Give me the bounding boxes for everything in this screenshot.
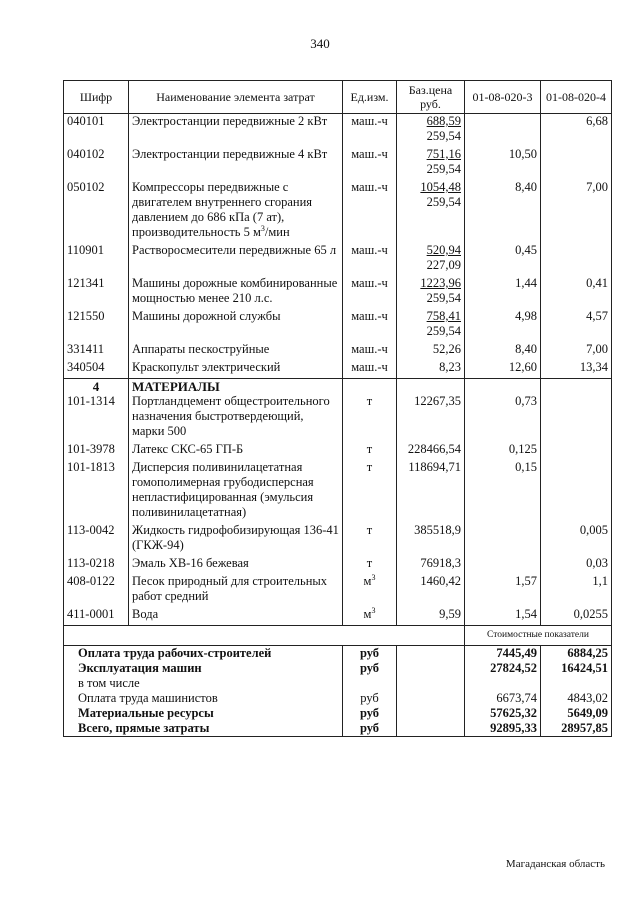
summary-value-1: 6673,74 — [465, 691, 541, 706]
summary-label: Оплата труда машинистов — [64, 691, 343, 706]
row-name: Электростанции передвижные 2 кВт — [129, 114, 343, 148]
summary-row — [64, 646, 612, 662]
material-price: 9,59 — [397, 607, 465, 626]
material-row — [64, 607, 612, 626]
row-value-1 — [465, 114, 541, 148]
material-value-2: 0,005 — [541, 523, 612, 556]
table-row — [64, 309, 612, 342]
section-name: МАТЕРИАЛЫ — [129, 379, 343, 395]
material-value-2 — [541, 460, 612, 523]
material-unit: т — [343, 460, 397, 523]
row-unit: маш.-ч — [343, 342, 397, 360]
summary-row — [64, 691, 612, 706]
row-value-1: 12,60 — [465, 360, 541, 379]
row-unit: маш.-ч — [343, 360, 397, 379]
material-name: Портландцемент общестроительного назначения быстротвердеющий, марки 500 — [129, 394, 343, 442]
row-unit: маш.-ч — [343, 243, 397, 276]
row-price-current: 1223,96 — [420, 276, 461, 290]
summary-empty — [397, 661, 465, 676]
row-price — [397, 276, 465, 309]
material-value-2 — [541, 442, 612, 460]
summary-row — [64, 706, 612, 721]
row-unit: маш.-ч — [343, 114, 397, 148]
summary-unit: руб — [343, 691, 397, 706]
header-price: Баз.цена руб. — [397, 81, 465, 114]
summary-value-2: 28957,85 — [541, 721, 612, 737]
header-code: Шифр — [64, 81, 129, 114]
row-unit: маш.-ч — [343, 147, 397, 180]
table-row — [64, 147, 612, 180]
header-col2: 01-08-020-4 — [541, 81, 612, 114]
row-price-base: 259,54 — [426, 291, 461, 305]
table-body — [64, 114, 612, 737]
summary-label: Материальные ресурсы — [64, 706, 343, 721]
header-name: Наименование элемента затрат — [129, 81, 343, 114]
material-name: Вода — [129, 607, 343, 626]
table-row — [64, 276, 612, 309]
row-price: 52,26 — [397, 342, 465, 360]
material-code: 113-0218 — [64, 556, 129, 574]
material-row — [64, 574, 612, 607]
cost-caption: Стоимостные показатели — [465, 626, 612, 646]
row-code: 040102 — [64, 147, 129, 180]
row-name: Компрессоры передвижные с двигателем внутреннего сгорания давлением до 686 кПа (7 ат), производительность 5 $м^3$/мин — [129, 180, 343, 243]
material-code: 408-0122 — [64, 574, 129, 607]
row-name: Краскопульт электрический — [129, 360, 343, 379]
row-value-2: 13,34 — [541, 360, 612, 379]
row-value-2: 7,00 — [541, 180, 612, 243]
summary-label: Эксплуатация машин — [64, 661, 343, 676]
summary-value-1: 92895,33 — [465, 721, 541, 737]
material-value-1: 0,73 — [465, 394, 541, 442]
summary-row — [64, 721, 612, 737]
summary-value-2: 6884,25 — [541, 646, 612, 662]
row-unit: маш.-ч — [343, 309, 397, 342]
material-row — [64, 442, 612, 460]
material-value-1 — [465, 556, 541, 574]
summary-row — [64, 661, 612, 676]
row-price — [397, 180, 465, 243]
summary-value-2: 4843,02 — [541, 691, 612, 706]
material-price: 228466,54 — [397, 442, 465, 460]
row-name: Растворосмесители передвижные 65 л — [129, 243, 343, 276]
material-row — [64, 556, 612, 574]
material-price: 118694,71 — [397, 460, 465, 523]
header-col1: 01-08-020-3 — [465, 81, 541, 114]
material-value-1 — [465, 523, 541, 556]
material-name: Латекс СКС-65 ГП-Б — [129, 442, 343, 460]
row-price-base: 259,54 — [426, 324, 461, 338]
material-value-1: 0,15 — [465, 460, 541, 523]
row-value-1: 8,40 — [465, 342, 541, 360]
summary-empty — [397, 676, 465, 691]
table-row — [64, 243, 612, 276]
row-price-base: 259,54 — [426, 195, 461, 209]
section-row — [64, 379, 612, 395]
row-name: Электростанции передвижные 4 кВт — [129, 147, 343, 180]
table-row — [64, 114, 612, 148]
section-empty-cell — [541, 379, 612, 395]
material-value-2: 0,0255 — [541, 607, 612, 626]
row-price-base: 259,54 — [426, 162, 461, 176]
row-code: 110901 — [64, 243, 129, 276]
material-unit: т — [343, 523, 397, 556]
row-value-1: 1,44 — [465, 276, 541, 309]
row-code: 331411 — [64, 342, 129, 360]
summary-value-1: 7445,49 — [465, 646, 541, 662]
row-price — [397, 309, 465, 342]
material-unit: т — [343, 556, 397, 574]
summary-unit: руб — [343, 721, 397, 737]
row-value-2: 6,68 — [541, 114, 612, 148]
material-unit: $м^3$ — [343, 574, 397, 607]
row-unit: маш.-ч — [343, 276, 397, 309]
row-code: 121341 — [64, 276, 129, 309]
row-price-current: 758,41 — [426, 309, 461, 323]
material-value-2: 0,03 — [541, 556, 612, 574]
material-price: 1460,42 — [397, 574, 465, 607]
summary-unit: руб — [343, 661, 397, 676]
header-unit: Ед.изм. — [343, 81, 397, 114]
summary-unit: руб — [343, 706, 397, 721]
cost-table — [63, 80, 612, 737]
material-code: 411-0001 — [64, 607, 129, 626]
row-value-1: 10,50 — [465, 147, 541, 180]
material-name: Жидкость гидрофобизирующая 136-41 (ГКЖ-94) — [129, 523, 343, 556]
row-price-current: 520,94 — [426, 243, 461, 257]
material-price: 76918,3 — [397, 556, 465, 574]
summary-value-1 — [465, 676, 541, 691]
row-price — [397, 147, 465, 180]
material-row — [64, 394, 612, 442]
summary-empty — [397, 721, 465, 737]
row-price — [397, 114, 465, 148]
section-empty-cell — [465, 379, 541, 395]
material-unit: т — [343, 442, 397, 460]
row-value-2 — [541, 147, 612, 180]
material-name: Дисперсия поливинилацетатная гомополимерная грубодисперсная непластифицированная (эмульсия поливинилацетатная) — [129, 460, 343, 523]
summary-empty — [397, 706, 465, 721]
caption-spacer — [64, 626, 465, 646]
material-name: Песок природный для строительных работ средний — [129, 574, 343, 607]
row-value-1: 0,45 — [465, 243, 541, 276]
row-code: 050102 — [64, 180, 129, 243]
material-value-1: 1,54 — [465, 607, 541, 626]
summary-label: Оплата труда рабочих-строителей — [64, 646, 343, 662]
region-footer: Магаданская область — [505, 858, 605, 870]
material-price: 12267,35 — [397, 394, 465, 442]
row-value-2: 7,00 — [541, 342, 612, 360]
summary-row — [64, 676, 612, 691]
table-header-row — [64, 81, 612, 114]
row-price-base: 227,09 — [426, 258, 461, 272]
summary-value-1: 27824,52 — [465, 661, 541, 676]
summary-empty — [397, 646, 465, 662]
material-unit: $м^3$ — [343, 607, 397, 626]
summary-label: в том числе — [64, 676, 343, 691]
row-name: Машины дорожные комбинированные мощностью менее 210 л.с. — [129, 276, 343, 309]
row-price-current: 751,16 — [426, 147, 461, 161]
summary-unit: руб — [343, 646, 397, 662]
material-code: 101-3978 — [64, 442, 129, 460]
summary-empty — [397, 691, 465, 706]
row-name: Аппараты пескоструйные — [129, 342, 343, 360]
section-code: 4 — [64, 379, 129, 395]
row-value-2: 4,57 — [541, 309, 612, 342]
material-value-2 — [541, 394, 612, 442]
material-code: 101-1314 — [64, 394, 129, 442]
table-row — [64, 360, 612, 379]
summary-value-2: 16424,51 — [541, 661, 612, 676]
material-value-2: 1,1 — [541, 574, 612, 607]
row-price-base: 259,54 — [426, 129, 461, 143]
summary-label: Всего, прямые затраты — [64, 721, 343, 737]
material-value-1: 1,57 — [465, 574, 541, 607]
row-code: 340504 — [64, 360, 129, 379]
table-row — [64, 180, 612, 243]
row-name: Машины дорожной службы — [129, 309, 343, 342]
section-empty-cell — [397, 379, 465, 395]
material-unit: т — [343, 394, 397, 442]
row-price-current: 1054,48 — [420, 180, 461, 194]
row-price: 8,23 — [397, 360, 465, 379]
row-price-current: 688,59 — [426, 114, 461, 128]
summary-value-1: 57625,32 — [465, 706, 541, 721]
row-price — [397, 243, 465, 276]
material-row — [64, 460, 612, 523]
material-code: 101-1813 — [64, 460, 129, 523]
row-value-1: 4,98 — [465, 309, 541, 342]
page-number: 340 — [310, 36, 330, 51]
row-code: 121550 — [64, 309, 129, 342]
material-code: 113-0042 — [64, 523, 129, 556]
row-value-1: 8,40 — [465, 180, 541, 243]
material-name: Эмаль ХВ-16 бежевая — [129, 556, 343, 574]
material-row — [64, 523, 612, 556]
material-price: 385518,9 — [397, 523, 465, 556]
material-value-1: 0,125 — [465, 442, 541, 460]
row-unit: маш.-ч — [343, 180, 397, 243]
row-value-2: 0,41 — [541, 276, 612, 309]
summary-unit — [343, 676, 397, 691]
summary-value-2 — [541, 676, 612, 691]
section-empty-cell — [343, 379, 397, 395]
row-code: 040101 — [64, 114, 129, 148]
table-row — [64, 342, 612, 360]
row-value-2 — [541, 243, 612, 276]
summary-value-2: 5649,09 — [541, 706, 612, 721]
cost-caption-row — [64, 626, 612, 646]
